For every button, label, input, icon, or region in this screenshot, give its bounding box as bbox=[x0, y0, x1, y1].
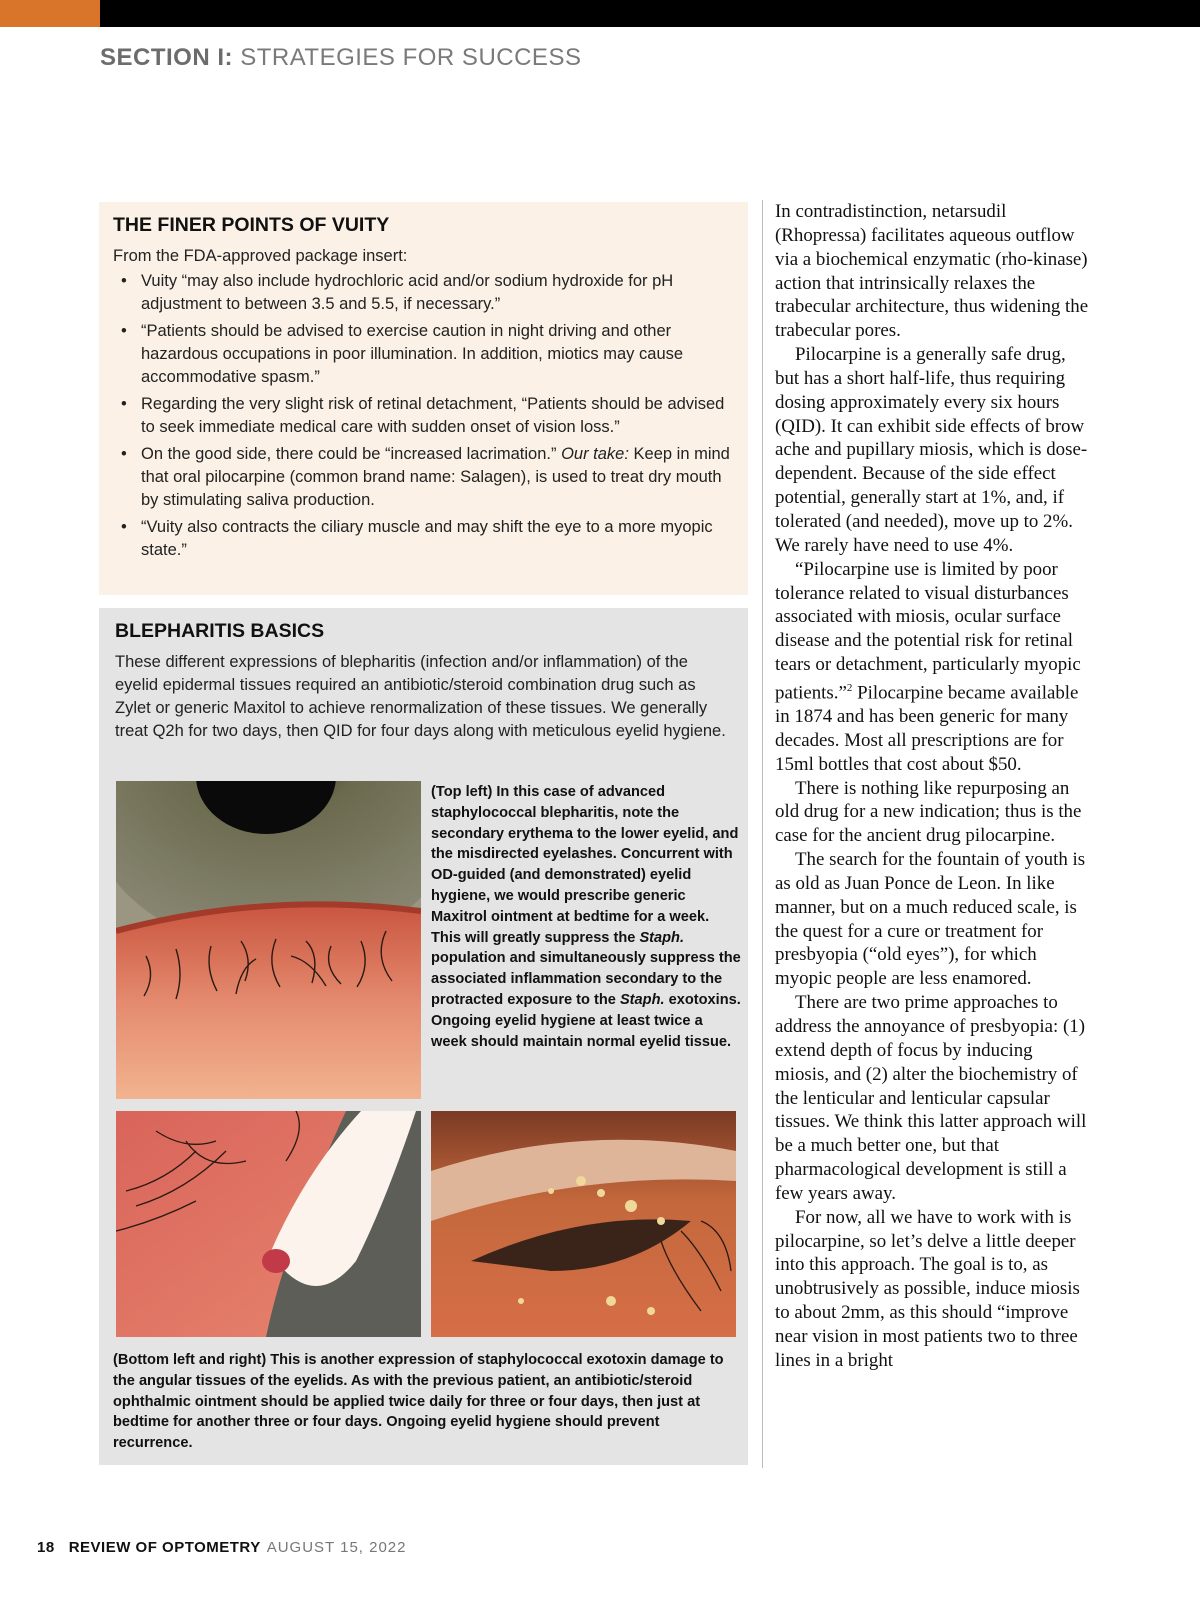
top-bar-accent bbox=[0, 0, 100, 27]
issue-date: AUGUST 15, 2022 bbox=[266, 1539, 407, 1556]
vuity-box-title: THE FINER POINTS OF VUITY bbox=[113, 214, 390, 236]
page-footer bbox=[37, 1539, 407, 1556]
article-paragraph: The search for the fountain of youth is as old as Juan Ponce de Leon. In like manner, but on a much reduced scale, is the quest for a cure or treatment for presbyopia (“old eyes”), for which myopic people are less enamored. bbox=[775, 849, 1086, 990]
vuity-box-intro: From the FDA-approved package insert: bbox=[113, 247, 408, 265]
article-paragraph: In contradistinction, netarsudil (Rhopressa) facilitates aqueous outflow via a biochemical enzymatic (rho-kinase) action that intrinsically relaxes the trabecular architecture, thus widening the trabecular pores. bbox=[775, 201, 1089, 342]
photo-caption-bottom: (Bottom left and right) This is another expression of staphylococcal exotoxin damage to the angular tissues of the eyelids. As with the previous patient, an antibiotic/steroid ophthalmic ointment should be applied twice daily for three or four days, then just at bedtime for another three or four days. Ongoing eyelid hygiene should prevent recurrence. bbox=[113, 1352, 724, 1452]
bleph-box-title: BLEPHARITIS BASICS bbox=[115, 620, 325, 642]
vuity-sidebar-box bbox=[99, 202, 748, 595]
vuity-bullet: • “Vuity also contracts the ciliary muscle and may shift the eye to a more myopic state.” bbox=[121, 518, 713, 559]
article-column bbox=[775, 200, 1089, 1373]
vuity-bullet: • Regarding the very slight risk of retinal detachment, “Patients should be advised to seek immediate medical care with sudden onset of vision loss.” bbox=[121, 395, 725, 436]
photo-caption-top: (Top left) In this case of advanced staphylococcal blepharitis, note the secondary erythema to the lower eyelid, and the misdirected eyelashes. Concurrent with OD-guided (and demonstrated) eyelid hygiene, we would prescribe generic Maxitrol ointment at bedtime for a week. This will greatly suppress the Staph. population and simultaneously suppress the associated inflammation secondary to the protracted exposure to the Staph. exotoxins. Ongoing eyelid hygiene at least twice a week should maintain normal eyelid tissue. bbox=[431, 784, 741, 1050]
article-paragraph: There is nothing like repurposing an old drug for a new indication; thus is the case for the ancient drug pilocarpine. bbox=[775, 777, 1082, 847]
section-label: SECTION I: bbox=[100, 44, 234, 71]
eyelid-photo-bottom-right-image bbox=[431, 1111, 736, 1337]
page-number: 18 bbox=[37, 1539, 55, 1556]
column-divider bbox=[762, 200, 763, 1468]
article-paragraph: There are two prime approaches to address the annoyance of presbyopia: (1) extend depth of focus by inducing miosis, and (2) alter the biochemistry of the lenticular and lenticular capsular tissues. We think this latter approach will be a much better one, but that pharmacological development is still a few years away. bbox=[775, 992, 1087, 1204]
top-bar bbox=[0, 0, 1200, 27]
footnote-ref: 2 bbox=[846, 681, 853, 694]
vuity-bullet: • On the good side, there could be “increased lacrimation.” Our take: Keep in mind that oral pilocarpine (common brand name: Salagen), is used to treat dry mouth by stimulating saliva production. bbox=[121, 445, 730, 509]
eyelid-photo-top-left bbox=[116, 781, 421, 1099]
section-title: STRATEGIES FOR SUCCESS bbox=[240, 44, 582, 71]
vuity-bullet: • Vuity “may also include hydrochloric acid and/or sodium hydroxide for pH adjustment to between 3.5 and 5.5, if necessary.” bbox=[121, 272, 674, 313]
vuity-bullet: • “Patients should be advised to exercise caution in night driving and other hazardous occupations in poor illumination. In addition, miotics may cause accommodative spasm.” bbox=[121, 322, 684, 386]
publication-name: REVIEW OF OPTOMETRY bbox=[68, 1539, 261, 1556]
eyelid-photo-top-left-image bbox=[116, 781, 421, 1099]
article-paragraph: Pilocarpine is a generally safe drug, but has a short half-life, thus requiring dosing approximately every six hours (QID). It can exhibit side effects of brow ache and pupillary miosis, which is dose-dependent. Because of the side effect potential, generally start at 1%, and, if tolerated (and needed), move up to 2%. We rarely have need to use 4%. bbox=[775, 344, 1088, 556]
eyelid-photo-bottom-left-image bbox=[116, 1111, 421, 1337]
vuity-bullet-list bbox=[113, 270, 734, 562]
article-paragraph: For now, all we have to work with is pilocarpine, so let’s delve a little deeper into this approach. The goal is to, as unobtrusively as possible, induce miosis to about 2mm, as this should “improve near vision in most patients two to three lines in a bright bbox=[775, 1206, 1080, 1371]
section-heading bbox=[100, 44, 581, 72]
eyelid-photo-bottom-right bbox=[431, 1111, 736, 1337]
article-paragraph: “Pilocarpine use is limited by poor tolerance related to visual disturbances associated with miosis, ocular surface disease and the potential risk for retinal tears or detachment, particularly myopic patients.”$^2$ Pilocarpine became available in 1874 and has been generic for many decades. Most all prescriptions are for 15ml bottles that cost about $50. bbox=[775, 558, 1081, 775]
eyelid-photo-bottom-left bbox=[116, 1111, 421, 1337]
bleph-box-text: These different expressions of blepharitis (infection and/or inflammation) of the eyelid epidermal tissues required an antibiotic/steroid combination drug such as Zylet or generic Maxitol to achieve renormalization of these tissues. We generally treat Q2h for two days, then QID for four days along with meticulous eyelid hygiene. bbox=[115, 653, 726, 740]
